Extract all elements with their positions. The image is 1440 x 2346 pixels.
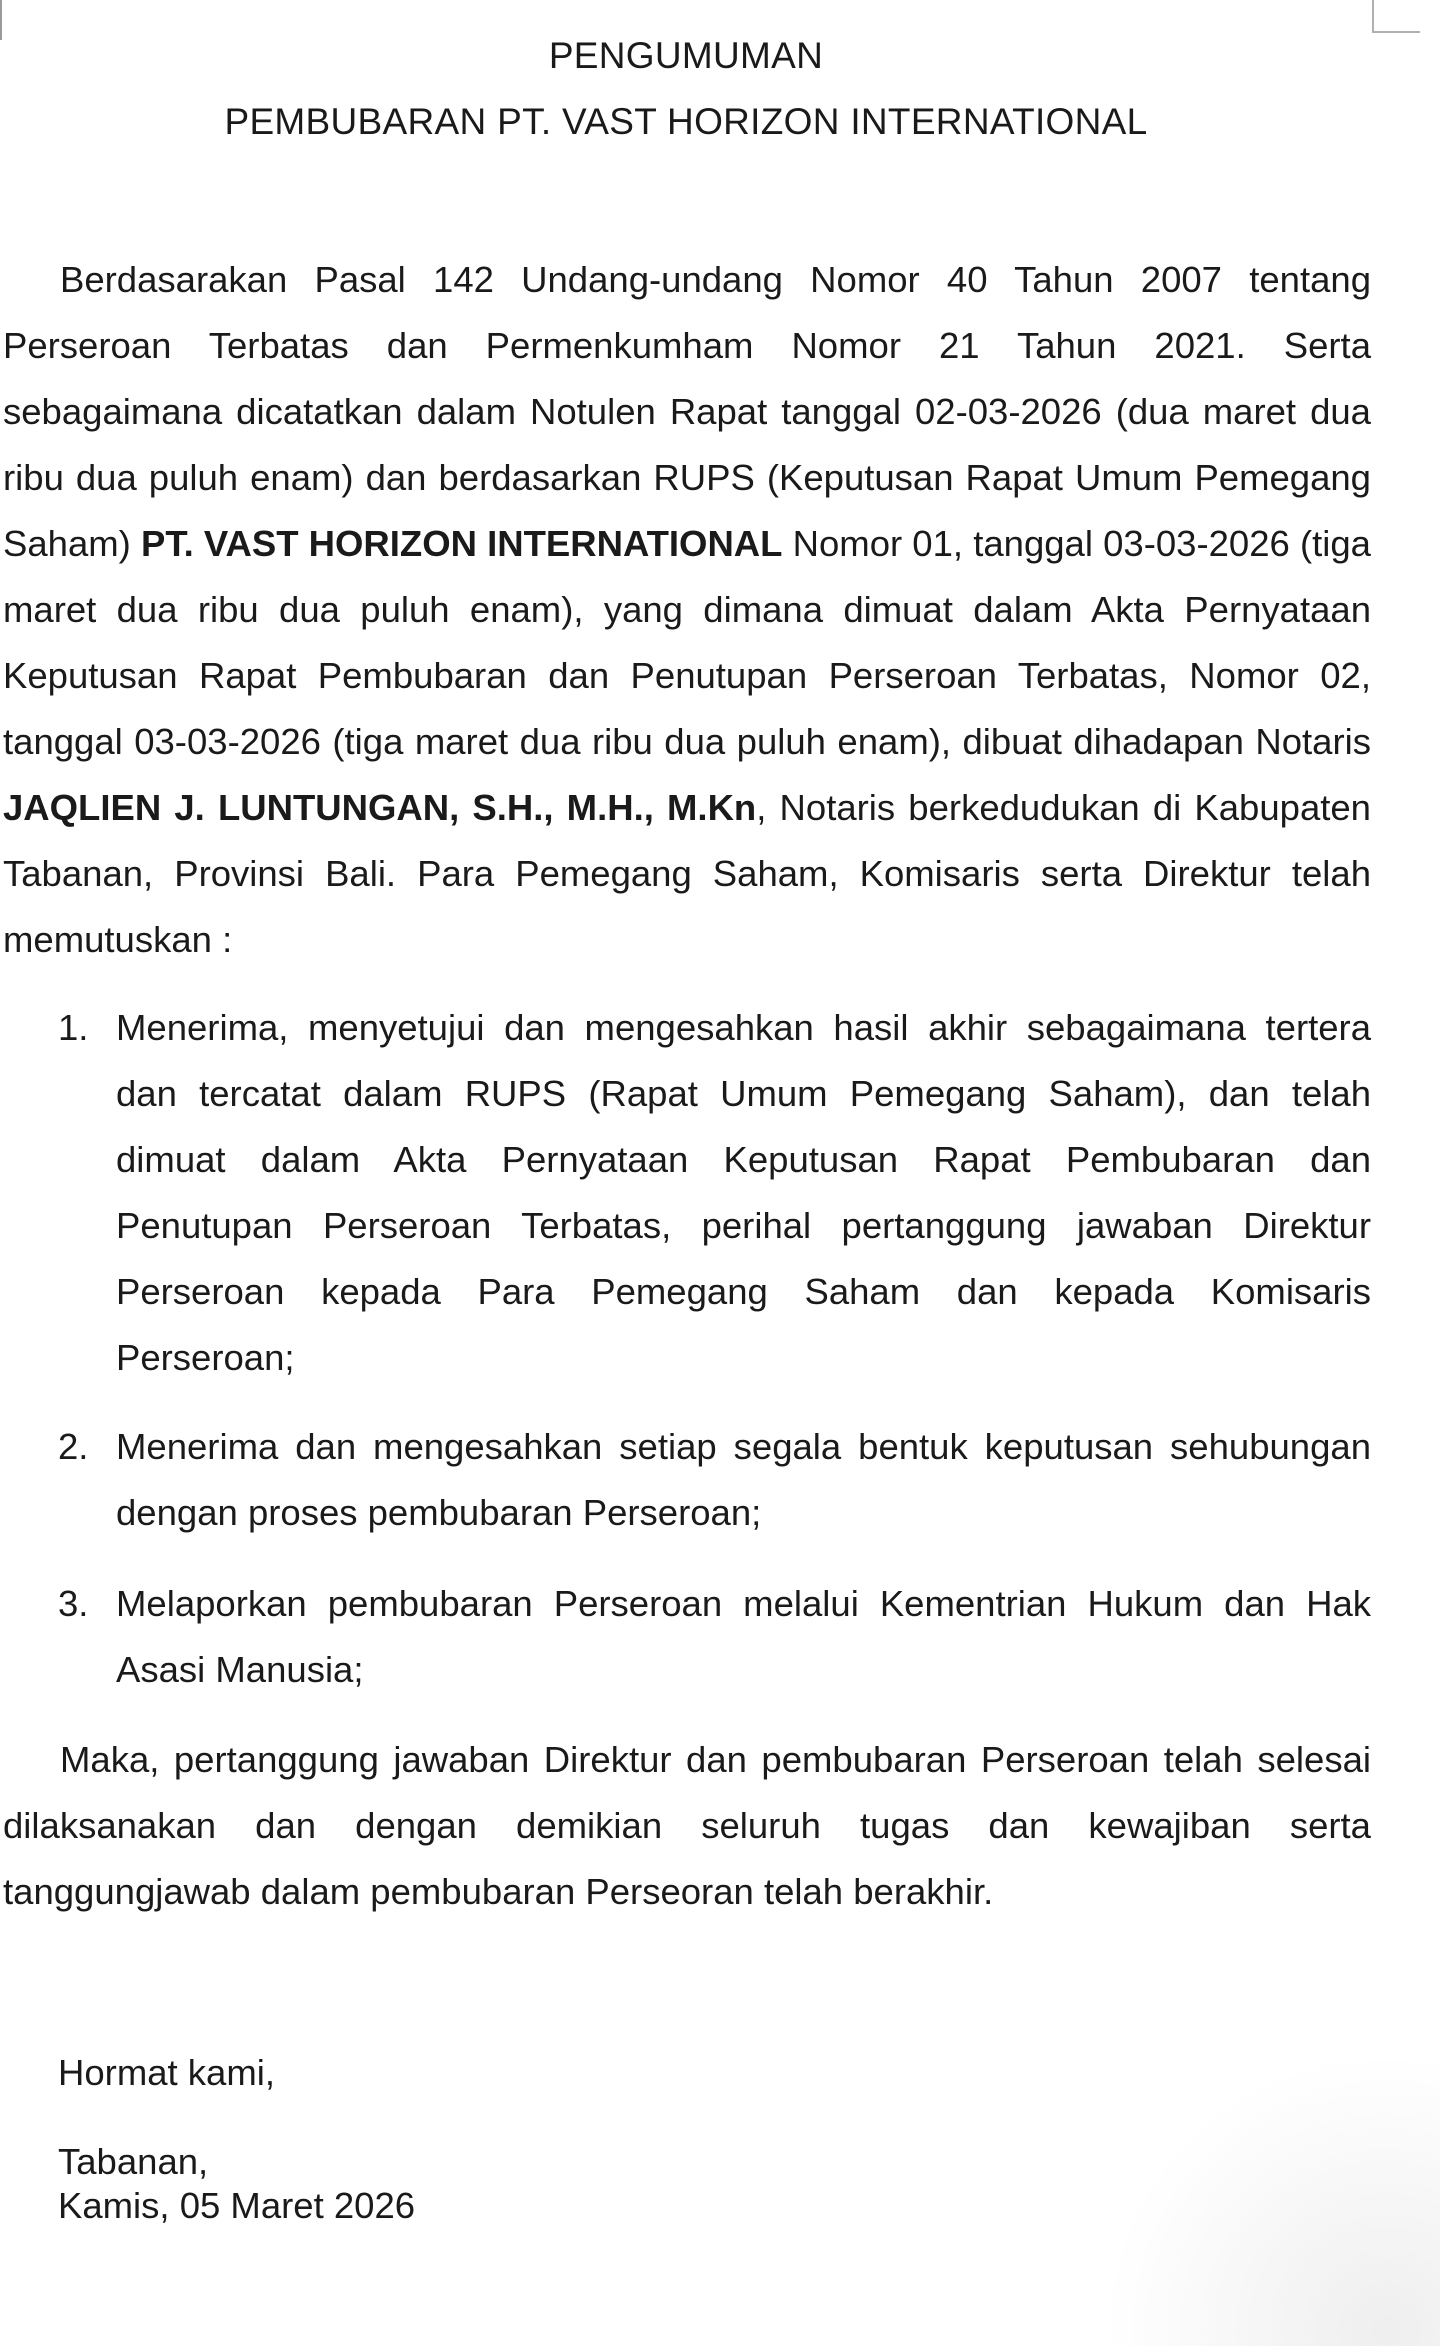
list-item bbox=[58, 1571, 1371, 1703]
intro-text-part3: , Notaris berkedudukan di Kabupaten Tabanan, Provinsi Bali. Para Pemegang Saham, Komisaris serta Direktur telah memutuskan : bbox=[3, 787, 1371, 960]
notary-name: JAQLIEN J. LUNTUNGAN, S.H., M.H., M.Kn bbox=[3, 787, 757, 828]
list-item-text: Menerima dan mengesahkan setiap segala bentuk keputusan sehubungan dengan proses pembubaran Perseroan; bbox=[116, 1426, 1371, 1533]
closing-salutation: Hormat kami, bbox=[58, 2052, 276, 2093]
paper-shadow bbox=[1080, 2030, 1440, 2346]
list-item bbox=[58, 995, 1371, 1391]
intro-text-part1: Berdasarakan Pasal 142 Undang-undang Nomor 40 Tahun 2007 tentang Perseroan Terbatas dan Permenkumham Nomor 21 Tahun 2021. Serta sebagaimana dicatatkan dalam Notulen Rapat tanggal 02-03-2026 (dua maret dua ribu dua puluh enam) dan berdasarkan RUPS (Keputusan Rapat Umum Pemegang Saham) bbox=[3, 259, 1371, 564]
list-item-number: 1. bbox=[58, 1007, 89, 1048]
closing-date: Kamis, 05 Maret 2026 bbox=[58, 2185, 416, 2226]
document-subtitle: PEMBUBARAN PT. VAST HORIZON INTERNATIONAL bbox=[224, 101, 1148, 142]
intro-paragraph bbox=[3, 247, 1371, 973]
list-item-number: 3. bbox=[58, 1583, 89, 1624]
list-item bbox=[58, 1414, 1371, 1546]
list-item-text: Melaporkan pembubaran Perseroan melalui Kementrian Hukum dan Hak Asasi Manusia; bbox=[116, 1583, 1371, 1690]
conclusion-text: Maka, pertanggung jawaban Direktur dan pembubaran Perseroan telah selesai dilaksanakan dan dengan demikian seluruh tugas dan kewajiban serta tanggungjawab dalam pembubaran Perseoran telah berakhir. bbox=[3, 1739, 1371, 1912]
list-item-text: Menerima, menyetujui dan mengesahkan hasil akhir sebagaimana tertera dan tercatat dalam RUPS (Rapat Umum Pemegang Saham), dan telah dimuat dalam Akta Pernyataan Keputusan Rapat Pembubaran dan Penutupan Perseroan Terbatas, perihal pertanggung jawaban Direktur Perseroan kepada Para Pemegang Saham dan kepada Komisaris Perseroan; bbox=[116, 1007, 1371, 1378]
closing-place: Tabanan, bbox=[58, 2141, 209, 2182]
intro-text-part2: Nomor 01, tanggal 03-03-2026 (tiga maret dua ribu dua puluh enam), yang dimana dimuat dalam Akta Pernyataan Keputusan Rapat Pembubaran dan Penutupan Perseroan Terbatas, Nomor 02, tanggal 03-03-2026 (tiga maret dua ribu dua puluh enam), dibuat dihadapan Notaris bbox=[3, 523, 1371, 762]
list-item-number: 2. bbox=[58, 1426, 89, 1467]
company-name: PT. VAST HORIZON INTERNATIONAL bbox=[140, 523, 783, 564]
document-title: PENGUMUMAN bbox=[548, 35, 824, 76]
page-corner-marker bbox=[1372, 0, 1420, 33]
conclusion-paragraph bbox=[3, 1727, 1371, 1925]
